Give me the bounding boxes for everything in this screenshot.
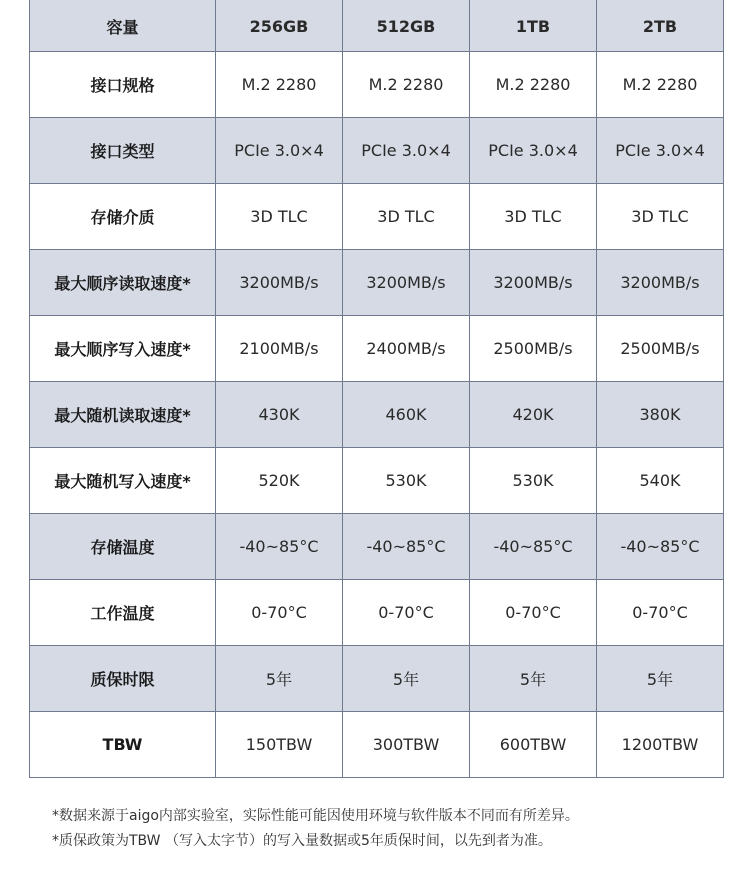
row-label: 接口规格 [30,52,216,118]
spec-table [29,0,724,778]
table-cell: 460K [343,382,470,448]
table-row-operating-temp [30,580,724,646]
footnotes [52,804,732,854]
table-cell: M.2 2280 [343,52,470,118]
footnote-data-source: *数据来源于aigo内部实验室，实际性能可能因使用环境与软件版本不同而有所差异。 [52,808,579,824]
table-cell: 5年 [216,646,343,712]
table-cell: 600TBW [470,712,597,778]
table-cell: PCIe 3.0×4 [343,118,470,184]
capacity-2tb: 2TB [642,16,678,36]
row-label: 质保时限 [30,646,216,712]
row-label: 存储温度 [30,514,216,580]
table-cell: 0-70°C [470,580,597,646]
header-cell [470,0,597,52]
table-cell: 0-70°C [343,580,470,646]
table-cell: 0-70°C [597,580,724,646]
table-cell: 2500MB/s [597,316,724,382]
table-cell: 420K [470,382,597,448]
table-row-interface-type [30,118,724,184]
table-row-warranty [30,646,724,712]
table-row-rand-read [30,382,724,448]
table-cell: -40~85°C [470,514,597,580]
table-cell: 380K [597,382,724,448]
table-cell: 3200MB/s [216,250,343,316]
capacity-256gb: 256GB [249,16,309,36]
table-cell: 530K [470,448,597,514]
row-label: 最大顺序写入速度* [30,316,216,382]
table-cell: 3D TLC [597,184,724,250]
header-cell [597,0,724,52]
table-cell: -40~85°C [597,514,724,580]
table-cell: 1200TBW [597,712,724,778]
table-cell: -40~85°C [343,514,470,580]
table-cell: 540K [597,448,724,514]
table-cell: 5年 [597,646,724,712]
header-cell [216,0,343,52]
header-row [30,0,724,52]
table-cell: PCIe 3.0×4 [470,118,597,184]
table-cell: 3200MB/s [597,250,724,316]
row-label: 工作温度 [30,580,216,646]
table-cell: M.2 2280 [470,52,597,118]
table-cell: 5年 [343,646,470,712]
table-row-storage-medium [30,184,724,250]
table-cell: 2500MB/s [470,316,597,382]
table-cell: 300TBW [343,712,470,778]
table-cell: 530K [343,448,470,514]
table-cell: M.2 2280 [597,52,724,118]
row-label: 最大随机写入速度* [30,448,216,514]
table-cell: 5年 [470,646,597,712]
header-label: 容量 [106,17,139,37]
table-cell: 150TBW [216,712,343,778]
table-row-tbw [30,712,724,778]
footnote-warranty-policy: *质保政策为TBW （写入太字节）的写入量数据或5年质保时间，以先到者为准。 [52,833,552,849]
table-cell: M.2 2280 [216,52,343,118]
row-label: 接口类型 [30,118,216,184]
row-label: 存储介质 [30,184,216,250]
table-row-storage-temp [30,514,724,580]
capacity-512gb: 512GB [376,16,436,36]
row-label: 最大随机读取速度* [30,382,216,448]
table-cell: 3D TLC [343,184,470,250]
table-cell: -40~85°C [216,514,343,580]
table-cell: 2100MB/s [216,316,343,382]
table-cell: 520K [216,448,343,514]
table-cell: 0-70°C [216,580,343,646]
table-row-interface-form [30,52,724,118]
capacity-1tb: 1TB [515,16,551,36]
table-cell: PCIe 3.0×4 [597,118,724,184]
table-cell: 3200MB/s [470,250,597,316]
row-label: TBW [30,712,216,778]
row-label: 最大顺序读取速度* [30,250,216,316]
header-label-cell [30,0,216,52]
table-cell: 3D TLC [216,184,343,250]
table-cell: PCIe 3.0×4 [216,118,343,184]
header-cell [343,0,470,52]
table-cell: 3D TLC [470,184,597,250]
table-cell: 3200MB/s [343,250,470,316]
table-row-rand-write [30,448,724,514]
table-cell: 430K [216,382,343,448]
table-row-seq-read [30,250,724,316]
table-cell: 2400MB/s [343,316,470,382]
table-row-seq-write [30,316,724,382]
